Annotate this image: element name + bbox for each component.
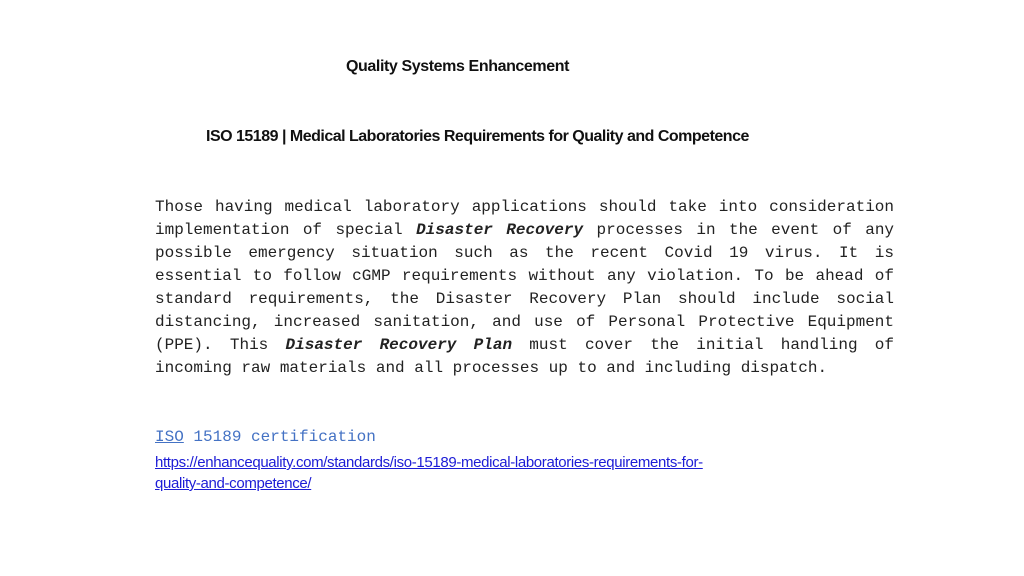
body-text-part-3: must cover the initial handling of incoming raw materials and all processes up to and including dispatch. bbox=[155, 336, 894, 377]
body-text-part-2: processes in the event of any possible emergency situation such as the recent Covid 19 virus. It is essential to follow cGMP requirements without any violation. To be ahead of standard requirements, the Disaster Recovery Plan should include social distancing, increased sanitation, and use of Personal Protective Equipment (PPE). This bbox=[155, 221, 895, 354]
certification-line bbox=[155, 426, 376, 449]
body-text-part-1: Those having medical laboratory applications should take into consideration implementation of special bbox=[155, 198, 894, 239]
emphasis-disaster-recovery: Disaster Recovery bbox=[416, 221, 584, 239]
url-line-1[interactable]: https://enhancequality.com/standards/iso-15189-medical-laboratories-requirements-for- bbox=[155, 454, 703, 471]
iso-link[interactable]: ISO bbox=[155, 428, 184, 446]
certification-text: 15189 certification bbox=[183, 428, 376, 446]
emphasis-disaster-recovery-plan: Disaster Recovery Plan bbox=[285, 336, 513, 354]
slide-subtitle: ISO 15189 | Medical Laboratories Requirements for Quality and Competence bbox=[206, 128, 749, 145]
standard-url-link[interactable] bbox=[155, 452, 875, 494]
url-line-2[interactable]: quality-and-competence/ bbox=[155, 475, 312, 492]
slide-title: Quality Systems Enhancement bbox=[346, 58, 570, 75]
body-paragraph bbox=[155, 196, 894, 380]
